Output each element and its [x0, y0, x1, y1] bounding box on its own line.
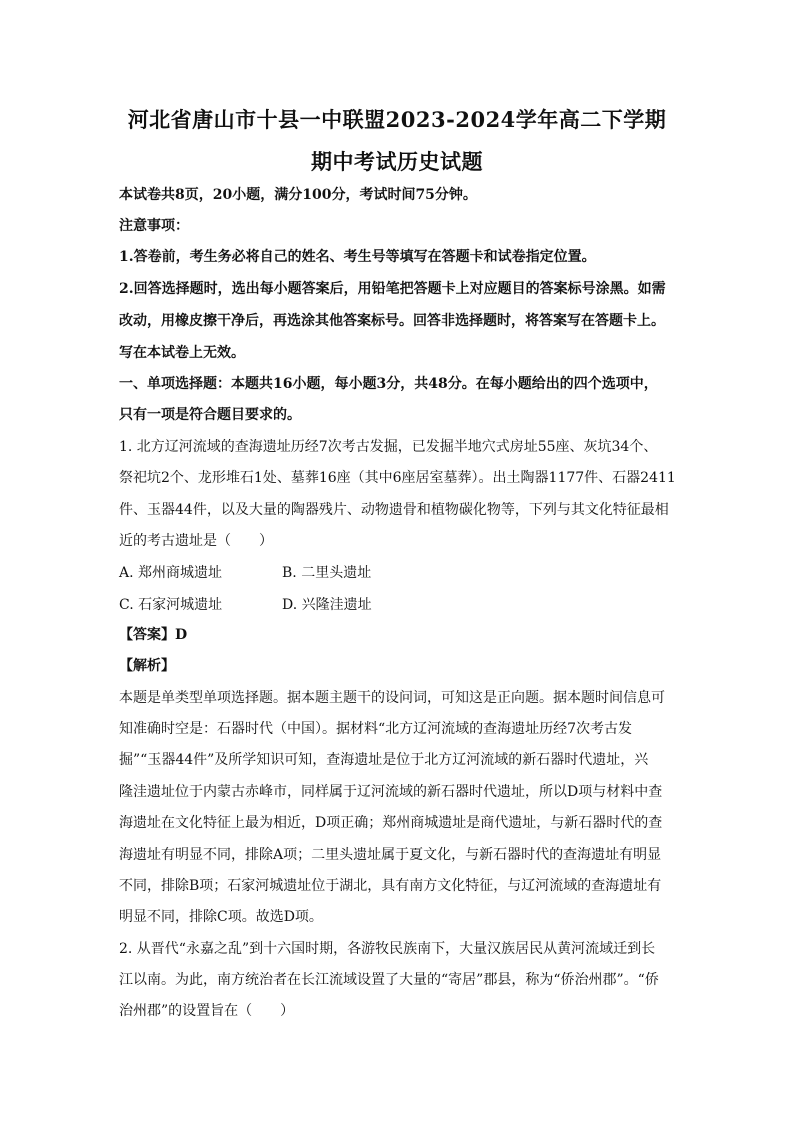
question-1-stem-line1: 1. 北方辽河流域的查海遗址历经7次考古发掘，已发掘半地穴式房址55座、灰坑34个、 — [119, 439, 658, 455]
section-heading-line1: 一、单项选择题：本题共16小题，每小题3分，共48分。在每小题给出的四个选项中， — [119, 376, 658, 392]
question-2-stem-line2: 江以南。为此，南方统治者在长江流域设置了大量的“寄居”郡县，称为“侨治州郡”。“侨 — [119, 972, 659, 988]
exam-info: 本试卷共8页，20小题，满分100分，考试时间75分钟。 — [119, 187, 477, 203]
question-1-analysis-line: 海遗址有明显不同，排除A项；二里头遗址属于夏文化，与新石器时代的查海遗址有明显 — [119, 847, 662, 863]
question-1-analysis-line: 不同，排除B项；石家河城遗址位于湖北，具有南方文化特征，与辽河流域的查海遗址有 — [119, 878, 662, 894]
question-1-analysis-line: 知准确时空是：石器时代（中国）。据材料“北方辽河流域的查海遗址历经7次考古发 — [119, 721, 633, 737]
question-1-analysis-heading: 【解析】 — [119, 658, 175, 674]
question-1-analysis-line: 掘”“玉器44件”及所学知识可知，查海遗址是位于北方辽河流域的新石器时代遗址，兴 — [119, 752, 649, 768]
notice-item-2-line1: 2.回答选择题时，选出每小题答案后，用铅笔把答题卡上对应题目的答案标号涂黑。如需 — [119, 281, 666, 297]
notice-item-2-line2: 改动，用橡皮擦干净后，再选涂其他答案标号。回答非选择题时，将答案写在答题卡上。 — [119, 313, 665, 329]
question-1-stem-line2: 祭祀坑2个、龙形堆石1处、墓葬16座（其中6座居室墓葬）。出土陶器1177件、石器2411 — [119, 470, 676, 486]
question-1-option-c: C. 石家河城遗址 — [119, 597, 223, 613]
notice-item-2-line3: 写在本试卷上无效。 — [119, 345, 245, 361]
question-2-stem-line3: 治州郡”的设置旨在（ ） — [119, 1003, 295, 1019]
question-1-option-a: A. 郑州商城遗址 — [119, 565, 223, 581]
question-1-stem-line3: 件、玉器44件，以及大量的陶器残片、动物遗骨和植物碳化物等，下列与其文化特征最相 — [119, 502, 669, 518]
section-heading-line2: 只有一项是符合题目要求的。 — [119, 407, 301, 423]
exam-title-line2: 期中考试历史试题 — [311, 149, 483, 174]
notice-heading: 注意事项： — [119, 218, 189, 234]
question-1-stem-line4: 近的考古遗址是（ ） — [119, 533, 273, 549]
question-1-analysis-line: 明显不同，排除C项。故选D项。 — [119, 909, 323, 925]
notice-item-1: 1.答卷前，考生务必将自己的姓名、考生号等填写在答题卡和试卷指定位置。 — [119, 249, 596, 265]
question-1-analysis-line: 本题是单类型单项选择题。据本题主题干的设问词，可知这是正向题。据本题时间信息可 — [119, 690, 665, 706]
question-1-option-b: B. 二里头遗址 — [282, 565, 372, 581]
question-1-analysis-line: 海遗址在文化特征上最为相近，D项正确；郑州商城遗址是商代遗址，与新石器时代的查 — [119, 815, 663, 831]
question-1-answer: 【答案】D — [119, 627, 188, 643]
question-2-stem-line1: 2. 从晋代“永嘉之乱”到十六国时期，各游牧民族南下，大量汉族居民从黄河流域迁到长 — [119, 941, 656, 957]
question-1-analysis-line: 隆洼遗址位于内蒙古赤峰市，同样属于辽河流域的新石器时代遗址，所以D项与材料中查 — [119, 784, 663, 800]
question-1-option-d: D. 兴隆洼遗址 — [282, 597, 372, 613]
exam-title-line1: 河北省唐山市十县一中联盟2023-2024学年高二下学期 — [127, 107, 667, 132]
